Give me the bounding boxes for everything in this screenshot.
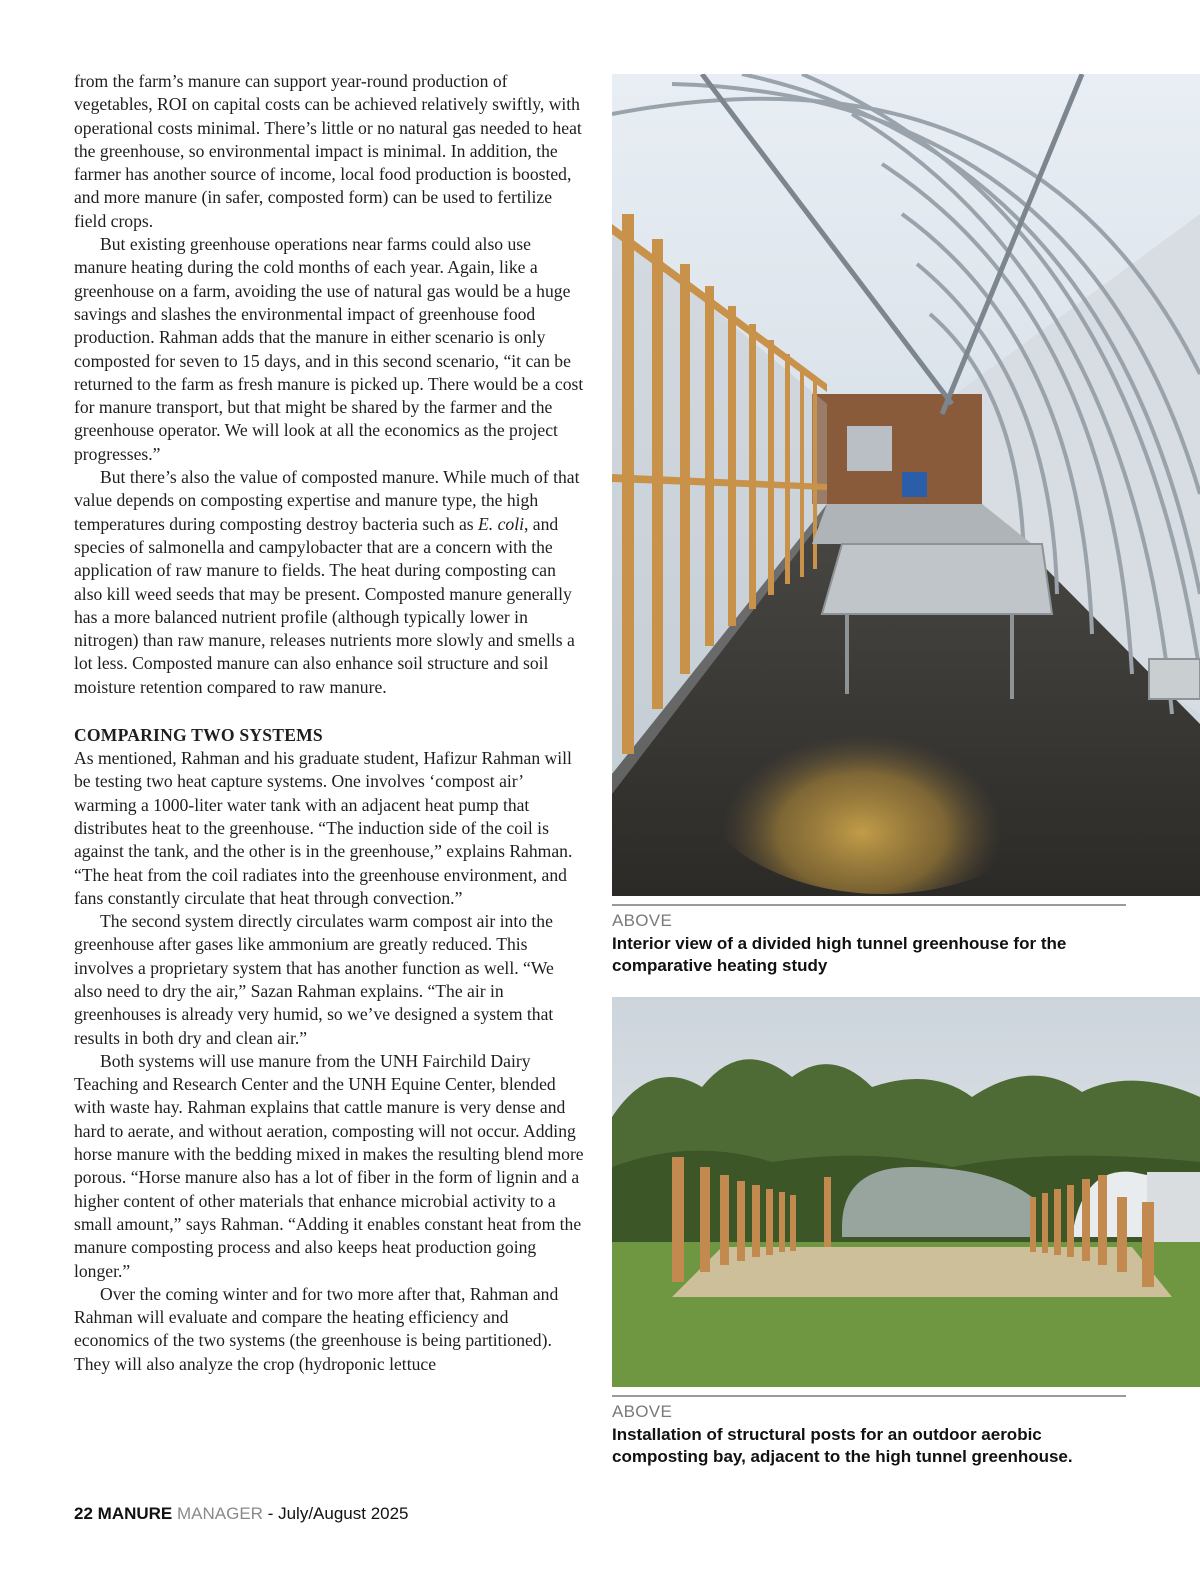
paragraph: [74, 466, 586, 699]
paragraph: from the farm’s manure can support year-round production of vegetables, ROI on capital costs can be achieved relatively swiftly, with operational costs minimal. There’s little or no natural gas needed to heat the greenhouse, so environmental impact is minimal. In addition, the farmer has another source of income, local food production is boosted, and more manure (in safer, composted form) can be used to fertilize field crops.: [74, 71, 582, 231]
caption-label: ABOVE: [612, 911, 673, 930]
caption-label: ABOVE: [612, 1402, 673, 1421]
italic-term: E. coli: [478, 513, 524, 534]
caption-rule: [612, 1395, 1126, 1397]
magazine-name-bold: MANURE: [97, 1504, 173, 1523]
paragraph: Over the coming winter and for two more after that, Rahman and Rahman will evaluate and compare the heating efficiency and economics of the two systems (the greenhouse is being partitioned). They will also analyze the crop (hydroponic lettuce: [74, 1283, 559, 1374]
paragraph-text: , and species of salmonella and campylobacter that are a concern with the application of raw manure to fields. The heat during composting can also kill weed seeds that may be present. Composted manure generally has a more balanced nutrient profile (although typically lower in nitrogen) than raw manure, releases nutrients more slowly and smells a lot less. Composted manure can also enhance soil structure and soil moisture retention compared to raw manure.: [74, 513, 575, 697]
composting-bay-photo: [612, 997, 1200, 1387]
greenhouse-interior-illustration: [612, 74, 1200, 896]
page-number: 22: [74, 1504, 93, 1523]
greenhouse-interior-photo: [612, 74, 1200, 896]
paragraph: But existing greenhouse operations near farms could also use manure heating during the cold months of each year. Again, like a greenhouse on a farm, avoiding the use of natural gas would be a huge savings and slashes the environmental impact of greenhouse food production. Rahman adds that the manure in either scenario is only composted for seven to 15 days, and in this second scenario, “it can be returned to the farm as fresh manure is picked up. There would be a cost for manure transport, but that might be shared by the farmer and the greenhouse operator. We will look at all the economics as the project progresses.”: [74, 234, 584, 464]
composting-bay-illustration: [612, 997, 1200, 1387]
paragraph: Both systems will use manure from the UNH Fairchild Dairy Teaching and Research Center and the UNH Equine Center, blended with waste hay. Rahman explains that cattle manure is very dense and hard to aerate, and without aeration, composting will not occur. Adding horse manure with the bedding mixed in makes the resulting blend more porous. “Horse manure also has a lot of fiber in the form of lignin and a higher content of other materials that enhance microbial activity to a small amount,” says Rahman. “Adding it enables constant heat from the manure composting process and also keeps heat production going longer.”: [74, 1050, 584, 1281]
issue-date: - July/August 2025: [267, 1504, 409, 1523]
page-footer: [74, 1504, 409, 1524]
photo-caption: Interior view of a divided high tunnel greenhouse for the comparative heating study: [612, 934, 1067, 975]
paragraph: The second system directly circulates warm compost air into the greenhouse after gases like ammonium are greatly reduced. This involves a proprietary system that has another function as well. “We also need to dry the air,” Sazan Rahman explains. “The air in greenhouses is already very humid, so we’ve designed a system that results in both dry and clean air.”: [74, 911, 554, 1048]
paragraph-text: But there’s also the value of composted manure. While much of that value depends on composting expertise and manure type, the high temperatures during composting destroy bacteria such as: [74, 467, 580, 534]
paragraph: As mentioned, Rahman and his graduate student, Hafizur Rahman will be testing two heat capture systems. One involves ‘compost air’ warming a 1000-liter water tank with an adjacent heat pump that distributes heat to the greenhouse. “The induction side of the coil is against the tank, and the other is in the greenhouse,” explains Rahman. “The heat from the coil radiates into the greenhouse environment, and fans constantly circulate that heat through convection.”: [74, 748, 573, 908]
caption-rule: [612, 904, 1126, 906]
photo-caption: Installation of structural posts for an outdoor aerobic composting bay, adjacent to the high tunnel greenhouse.: [612, 1425, 1073, 1466]
article-body: [74, 70, 586, 1376]
section-heading: COMPARING TWO SYSTEMS: [74, 725, 323, 746]
magazine-name-light: MANAGER: [177, 1504, 263, 1523]
